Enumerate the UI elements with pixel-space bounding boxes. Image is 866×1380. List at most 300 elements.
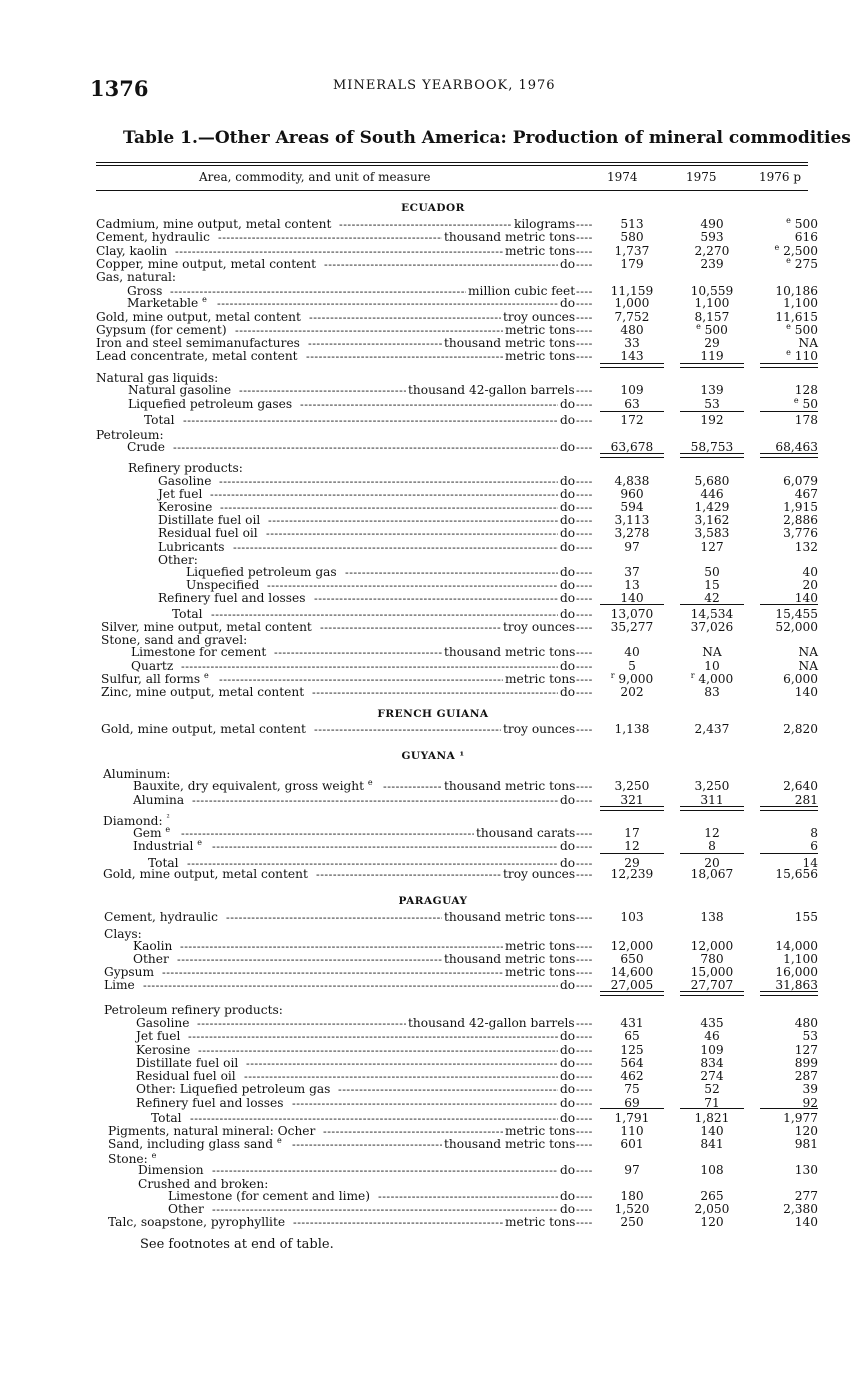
dot-leader bbox=[217, 297, 558, 310]
cell-value: $^e$ 275 bbox=[786, 255, 818, 271]
cell-value: 480 bbox=[794, 1016, 818, 1030]
row-unit: do bbox=[560, 296, 576, 310]
row-label: Cadmium, mine output, metal content bbox=[96, 217, 332, 231]
table-row bbox=[0, 566, 866, 579]
dot-leader bbox=[181, 660, 558, 673]
cell-value: 37 bbox=[624, 565, 640, 579]
dot-leader bbox=[576, 1190, 592, 1203]
cell-value: 650 bbox=[620, 952, 644, 966]
cell-value: 53 bbox=[704, 397, 720, 411]
dot-leader bbox=[383, 780, 442, 793]
cell-value: 128 bbox=[794, 383, 818, 397]
cell-value: 4,838 bbox=[614, 474, 650, 488]
dot-leader bbox=[314, 592, 558, 605]
dot-leader bbox=[293, 1216, 503, 1229]
dot-leader bbox=[268, 514, 558, 527]
cell-value: 35,277 bbox=[610, 620, 654, 634]
row-label: Lime bbox=[104, 978, 135, 992]
row-label: Gold, mine output, metal content bbox=[103, 867, 308, 881]
total-rule bbox=[680, 853, 744, 854]
row-label: Bauxite, dry equivalent, gross weight $^e$ bbox=[133, 777, 373, 793]
cell-value: 13 bbox=[624, 578, 640, 592]
dot-leader bbox=[173, 441, 558, 454]
table-row bbox=[0, 1216, 866, 1229]
cell-value: 10,186 bbox=[775, 284, 818, 298]
cell-value: 155 bbox=[794, 910, 818, 924]
row-label: Talc, soapstone, pyrophyllite bbox=[108, 1215, 286, 1229]
row-label: Gross bbox=[127, 284, 163, 298]
cell-value: 564 bbox=[620, 1056, 644, 1070]
cell-value: 69 bbox=[624, 1096, 640, 1110]
table-row bbox=[0, 1070, 866, 1083]
dot-leader bbox=[576, 953, 592, 966]
dot-leader bbox=[576, 979, 592, 992]
dot-leader bbox=[212, 840, 558, 853]
cell-value: 2,270 bbox=[694, 244, 730, 258]
dot-leader bbox=[324, 258, 558, 271]
cell-value: 68,463 bbox=[775, 440, 818, 454]
cell-value: 2,437 bbox=[694, 722, 730, 736]
cell-value: 52,000 bbox=[775, 620, 818, 634]
row-label: Jet fuel bbox=[158, 487, 203, 501]
dot-leader bbox=[309, 311, 501, 324]
cell-value: 110 bbox=[620, 1124, 644, 1138]
row-unit: metric tons bbox=[505, 1215, 576, 1229]
row-label: Kaolin bbox=[133, 939, 173, 953]
cell-value: 981 bbox=[794, 1137, 818, 1151]
table-row bbox=[0, 488, 866, 501]
row-unit: thousand metric tons bbox=[444, 1137, 576, 1151]
row-unit: do bbox=[560, 1163, 576, 1177]
cell-value: 6 bbox=[810, 839, 818, 853]
row-label: Alumina bbox=[133, 793, 185, 807]
dot-leader bbox=[576, 311, 592, 324]
dot-leader bbox=[576, 414, 592, 427]
table-row bbox=[0, 837, 866, 853]
row-label: Total bbox=[172, 607, 203, 621]
cell-value: 202 bbox=[620, 685, 644, 699]
dot-leader bbox=[576, 231, 592, 244]
dot-leader bbox=[576, 258, 592, 271]
dot-leader bbox=[576, 1138, 592, 1151]
row-label: Gasoline bbox=[136, 1016, 190, 1030]
cell-value: 127 bbox=[700, 540, 724, 554]
dot-leader bbox=[576, 940, 592, 953]
cell-value: 11,615 bbox=[775, 310, 818, 324]
cell-value: 46 bbox=[704, 1029, 720, 1043]
row-unit: do bbox=[560, 1082, 576, 1096]
row-unit: do bbox=[560, 607, 576, 621]
cell-value: 140 bbox=[620, 591, 644, 605]
dot-leader bbox=[576, 297, 592, 310]
cell-value: 1,100 bbox=[694, 296, 730, 310]
cell-value: 178 bbox=[794, 413, 818, 427]
cell-value: 63 bbox=[624, 397, 640, 411]
cell-value: 109 bbox=[700, 1043, 724, 1057]
cell-value: 12 bbox=[704, 826, 720, 840]
cell-value: 140 bbox=[794, 1215, 818, 1229]
cell-value: 143 bbox=[620, 349, 644, 363]
cell-value: 601 bbox=[620, 1137, 644, 1151]
table-row bbox=[0, 1057, 866, 1070]
dot-leader bbox=[576, 608, 592, 621]
row-label: Limestone (for cement and lime) bbox=[168, 1189, 371, 1203]
dot-leader bbox=[576, 245, 592, 258]
cell-value: 179 bbox=[620, 257, 644, 271]
cell-value: 1,138 bbox=[614, 722, 650, 736]
row-label: Unspecified bbox=[186, 578, 260, 592]
cell-value: 3,250 bbox=[614, 779, 650, 793]
cell-value: $^e$ 2,500 bbox=[774, 242, 818, 258]
cell-value: 265 bbox=[700, 1189, 724, 1203]
row-label: Total bbox=[148, 856, 179, 870]
cell-value: 274 bbox=[700, 1069, 724, 1083]
row-label: Liquefied petroleum gas bbox=[186, 565, 337, 579]
row-label: Petroleum: bbox=[96, 428, 164, 442]
dot-leader bbox=[576, 398, 592, 411]
row-label: Aluminum: bbox=[103, 767, 171, 781]
cell-value: 15,455 bbox=[775, 607, 818, 621]
dot-leader bbox=[576, 1125, 592, 1138]
total-rule bbox=[600, 1108, 664, 1109]
total-rule bbox=[760, 1108, 818, 1109]
cell-value: NA bbox=[798, 659, 818, 673]
cell-value: 15 bbox=[704, 578, 720, 592]
dot-leader bbox=[267, 579, 558, 592]
row-unit: thousand metric tons bbox=[444, 645, 576, 659]
row-label: Gasoline bbox=[158, 474, 212, 488]
table-row bbox=[0, 646, 866, 659]
cell-value: 31,863 bbox=[775, 978, 818, 992]
cell-value: 120 bbox=[794, 1124, 818, 1138]
row-label: Crushed and broken: bbox=[138, 1177, 269, 1191]
cell-value: 139 bbox=[700, 383, 724, 397]
row-unit: do bbox=[560, 257, 576, 271]
cell-value: 1,915 bbox=[783, 500, 818, 514]
cell-value: 3,278 bbox=[614, 526, 650, 540]
cell-value: 15,656 bbox=[775, 867, 818, 881]
row-label: Petroleum refinery products: bbox=[104, 1003, 283, 1017]
row-label: Refinery fuel and losses bbox=[158, 591, 306, 605]
dot-leader bbox=[576, 337, 592, 350]
dot-leader bbox=[177, 953, 442, 966]
cell-value: 12,000 bbox=[610, 939, 654, 953]
row-unit: thousand metric tons bbox=[444, 230, 576, 244]
cell-value: 65 bbox=[624, 1029, 640, 1043]
cell-value: $^e$ 50 bbox=[793, 395, 818, 411]
total-rule bbox=[680, 411, 744, 412]
table-row bbox=[0, 294, 866, 310]
cell-value: 140 bbox=[794, 591, 818, 605]
row-label: Total bbox=[151, 1111, 182, 1125]
table-row bbox=[0, 462, 866, 475]
dot-leader bbox=[300, 398, 558, 411]
row-unit: do bbox=[560, 526, 576, 540]
row-label: Stone, sand and gravel: bbox=[101, 633, 248, 647]
row-unit: thousand metric tons bbox=[444, 336, 576, 350]
dot-leader bbox=[576, 1097, 592, 1110]
cell-value: 132 bbox=[794, 540, 818, 554]
table-row bbox=[0, 1190, 866, 1203]
dot-leader bbox=[576, 723, 592, 736]
dot-leader bbox=[576, 868, 592, 881]
row-unit: do bbox=[560, 397, 576, 411]
row-unit: do bbox=[560, 659, 576, 673]
total-rule bbox=[600, 363, 664, 368]
cell-value: NA bbox=[798, 645, 818, 659]
dot-leader bbox=[316, 868, 501, 881]
cell-value: 11,159 bbox=[610, 284, 654, 298]
total-rule bbox=[760, 991, 818, 996]
row-unit: thousand 42-gallon barrels bbox=[408, 1016, 575, 1030]
total-rule bbox=[760, 453, 818, 458]
cell-value: 2,820 bbox=[783, 722, 818, 736]
dot-leader bbox=[576, 501, 592, 514]
total-rule bbox=[600, 453, 664, 458]
row-unit: metric tons bbox=[505, 349, 576, 363]
dot-leader bbox=[576, 1057, 592, 1070]
row-unit: troy ounces bbox=[503, 310, 576, 324]
cell-value: 1,737 bbox=[614, 244, 650, 258]
cell-value: 180 bbox=[620, 1189, 644, 1203]
dot-leader bbox=[576, 441, 592, 454]
total-rule bbox=[600, 991, 664, 996]
row-unit: do bbox=[560, 1056, 576, 1070]
dot-leader bbox=[576, 1070, 592, 1083]
dot-leader bbox=[576, 324, 592, 337]
cell-value: 12,239 bbox=[610, 867, 654, 881]
cell-value: 108 bbox=[700, 1163, 724, 1177]
cell-value: 20 bbox=[802, 578, 818, 592]
row-label: Pigments, natural mineral: Ocher bbox=[108, 1124, 316, 1138]
row-label: Residual fuel oil bbox=[158, 526, 258, 540]
dot-leader bbox=[576, 218, 592, 231]
cell-value: 27,707 bbox=[690, 978, 734, 992]
dot-leader bbox=[266, 527, 558, 540]
dot-leader bbox=[576, 966, 592, 979]
dot-leader bbox=[143, 979, 558, 992]
cell-value: 10 bbox=[704, 659, 720, 673]
cell-value: 75 bbox=[624, 1082, 640, 1096]
cell-value: 120 bbox=[700, 1215, 724, 1229]
dot-leader bbox=[576, 1164, 592, 1177]
dot-leader bbox=[219, 475, 558, 488]
row-unit: do bbox=[560, 839, 576, 853]
total-rule bbox=[680, 991, 744, 996]
cell-value: 3,113 bbox=[614, 513, 650, 527]
dot-leader bbox=[312, 686, 558, 699]
table-row bbox=[0, 686, 866, 699]
dot-leader bbox=[576, 541, 592, 554]
cell-value: 138 bbox=[700, 910, 724, 924]
cell-value: 841 bbox=[700, 1137, 724, 1151]
table-row bbox=[0, 347, 866, 363]
cell-value: 1,791 bbox=[614, 1111, 650, 1125]
row-label: Limestone for cement bbox=[131, 645, 267, 659]
row-label: Clays: bbox=[104, 927, 142, 941]
table-row bbox=[0, 1044, 866, 1057]
cell-value: $^e$ 500 bbox=[696, 321, 728, 337]
dot-leader bbox=[338, 1083, 558, 1096]
total-rule bbox=[600, 806, 664, 811]
dot-leader bbox=[576, 686, 592, 699]
dot-leader bbox=[576, 1017, 592, 1030]
row-label: Jet fuel bbox=[136, 1029, 181, 1043]
dot-leader bbox=[306, 350, 503, 363]
cell-value: 834 bbox=[700, 1056, 724, 1070]
cell-value: 125 bbox=[620, 1043, 644, 1057]
dot-leader bbox=[314, 723, 501, 736]
row-label: Refinery products: bbox=[128, 461, 243, 475]
dot-leader bbox=[292, 1097, 558, 1110]
dot-leader bbox=[181, 827, 474, 840]
row-unit: do bbox=[560, 1043, 576, 1057]
row-label: Gas, natural: bbox=[96, 270, 176, 284]
cell-value: 960 bbox=[620, 487, 644, 501]
row-unit: do bbox=[560, 591, 576, 605]
cell-value: 5,680 bbox=[694, 474, 730, 488]
column-header-1975: 1975 bbox=[686, 170, 717, 184]
row-unit: troy ounces bbox=[503, 722, 576, 736]
cell-value: 490 bbox=[700, 217, 724, 231]
row-label: Zinc, mine output, metal content bbox=[101, 685, 305, 699]
row-unit: do bbox=[560, 1189, 576, 1203]
cell-value: 616 bbox=[794, 230, 818, 244]
table-row bbox=[0, 541, 866, 554]
cell-value: 480 bbox=[620, 323, 644, 337]
table-row bbox=[0, 777, 866, 793]
row-unit: metric tons bbox=[505, 323, 576, 337]
table-row bbox=[0, 868, 866, 881]
total-rule bbox=[600, 604, 664, 605]
cell-value: $^e$ 500 bbox=[786, 321, 818, 337]
row-label: Gold, mine output, metal content bbox=[96, 310, 301, 324]
cell-value: 593 bbox=[700, 230, 724, 244]
cell-value: 42 bbox=[704, 591, 720, 605]
row-unit: do bbox=[560, 513, 576, 527]
cell-value: 119 bbox=[700, 349, 724, 363]
table-row bbox=[0, 940, 866, 953]
dot-leader bbox=[188, 1030, 558, 1043]
dot-leader bbox=[576, 579, 592, 592]
cell-value: 462 bbox=[620, 1069, 644, 1083]
cell-value: 580 bbox=[620, 230, 644, 244]
dot-leader bbox=[320, 621, 501, 634]
cell-value: $^e$ 110 bbox=[786, 347, 818, 363]
cell-value: 6,000 bbox=[783, 672, 818, 686]
cell-value: 3,162 bbox=[694, 513, 730, 527]
cell-value: 52 bbox=[704, 1082, 720, 1096]
cell-value: 130 bbox=[794, 1163, 818, 1177]
row-label: Dimension bbox=[138, 1163, 204, 1177]
dot-leader bbox=[576, 488, 592, 501]
cell-value: 14,600 bbox=[610, 965, 654, 979]
cell-value: 311 bbox=[700, 793, 724, 807]
table-row bbox=[0, 231, 866, 244]
cell-value: NA bbox=[798, 336, 818, 350]
dot-leader bbox=[576, 1083, 592, 1096]
cell-value: 39 bbox=[802, 1082, 818, 1096]
cell-value: 8 bbox=[810, 826, 818, 840]
total-rule bbox=[760, 411, 818, 412]
column-header-label: Area, commodity, and unit of measure bbox=[199, 170, 431, 184]
cell-value: 446 bbox=[700, 487, 724, 501]
dot-leader bbox=[576, 1044, 592, 1057]
cell-value: 40 bbox=[624, 645, 640, 659]
row-unit: do bbox=[560, 1096, 576, 1110]
row-unit: do bbox=[560, 578, 576, 592]
row-unit: troy ounces bbox=[503, 867, 576, 881]
cell-value: 12,000 bbox=[690, 939, 734, 953]
dot-leader bbox=[576, 621, 592, 634]
dot-leader bbox=[576, 1030, 592, 1043]
row-label: Diamond: $^{^2}$ bbox=[103, 812, 170, 828]
cell-value: 172 bbox=[620, 413, 644, 427]
cell-value: 250 bbox=[620, 1215, 644, 1229]
cell-value: 2,886 bbox=[783, 513, 818, 527]
row-unit: do bbox=[560, 440, 576, 454]
cell-value: 3,250 bbox=[694, 779, 730, 793]
row-unit: do bbox=[560, 500, 576, 514]
cell-value: 3,776 bbox=[783, 526, 818, 540]
dot-leader bbox=[192, 794, 558, 807]
cell-value: 71 bbox=[704, 1096, 720, 1110]
row-unit: metric tons bbox=[505, 939, 576, 953]
table-row bbox=[0, 1030, 866, 1043]
row-unit: do bbox=[560, 474, 576, 488]
row-unit: thousand carats bbox=[476, 826, 576, 840]
row-unit: thousand metric tons bbox=[444, 910, 576, 924]
row-label: Other: Liquefied petroleum gas bbox=[136, 1082, 331, 1096]
row-unit: metric tons bbox=[505, 672, 576, 686]
row-label: Clay, kaolin bbox=[96, 244, 168, 258]
row-label: Sulfur, all forms $^e$ bbox=[101, 670, 209, 686]
table-row bbox=[0, 414, 866, 427]
cell-value: 2,380 bbox=[783, 1202, 818, 1216]
cell-value: 16,000 bbox=[775, 965, 818, 979]
table-row bbox=[0, 527, 866, 540]
cell-value: 513 bbox=[620, 217, 644, 231]
cell-value: 14 bbox=[802, 856, 818, 870]
cell-value: 6,079 bbox=[783, 474, 818, 488]
row-label: Total bbox=[144, 413, 175, 427]
row-label: Silver, mine output, metal content bbox=[101, 620, 312, 634]
row-label: Other bbox=[168, 1202, 204, 1216]
cell-value: 12 bbox=[624, 839, 640, 853]
cell-value: 899 bbox=[794, 1056, 818, 1070]
running-head: MINERALS YEARBOOK, 1976 bbox=[333, 78, 556, 93]
cell-value: 1,429 bbox=[694, 500, 730, 514]
cell-value: 92 bbox=[802, 1096, 818, 1110]
cell-value: 27,005 bbox=[610, 978, 654, 992]
cell-value: 8 bbox=[708, 839, 716, 853]
row-unit: troy ounces bbox=[503, 620, 576, 634]
dot-leader bbox=[576, 673, 592, 686]
row-unit: do bbox=[560, 1069, 576, 1083]
row-unit: do bbox=[560, 565, 576, 579]
table-row bbox=[0, 723, 866, 736]
dot-leader bbox=[239, 384, 406, 397]
cell-value: $^r$ 4,000 bbox=[690, 670, 734, 686]
row-label: Refinery fuel and losses bbox=[136, 1096, 284, 1110]
cell-value: 83 bbox=[704, 685, 720, 699]
total-rule bbox=[680, 1108, 744, 1109]
row-label: Other: bbox=[158, 553, 198, 567]
row-label: Kerosine bbox=[158, 500, 213, 514]
cell-value: 2,640 bbox=[783, 779, 818, 793]
cell-value: 18,067 bbox=[690, 867, 734, 881]
footnote: See footnotes at end of table. bbox=[140, 1237, 334, 1252]
